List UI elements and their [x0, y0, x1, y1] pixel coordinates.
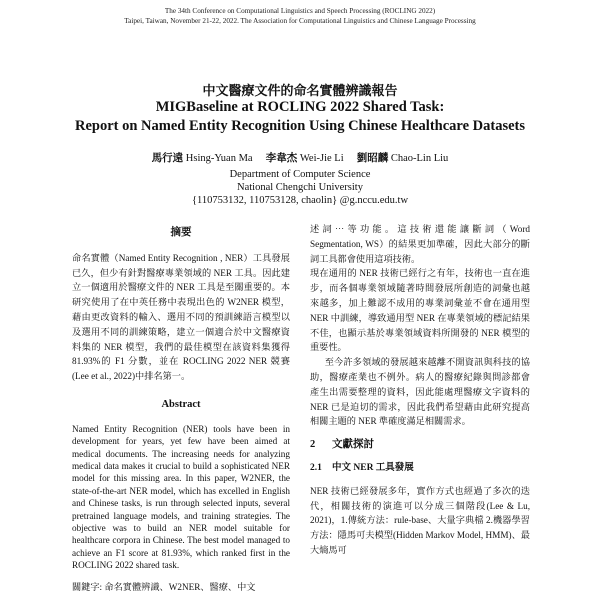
abstract-text: Named Entity Recognition (NER) tools have been in development for years, yet few have been aimed at medical documents. The increasing needs for analyzing medical data makes it crucial to build a sophisticated NER model for this missing area. In this paper, W2NER, the state-of-the-art NER model, which has excelled in English and Chinese tasks, is run through selected inputs, several pretrained language models, and training strategies. The objective was to build an NER model suitable for healthcare corpora in Chinese. The best model managed to achieve an F1 score at 81.93%, which ranked first in the ROCLING 2022 shared task. [72, 423, 290, 571]
abstract-heading: Abstract [161, 398, 201, 410]
zh-abstract-text: 命名實體（Named Entity Recognition , NER）工具發展已久，但少有針對醫療專業領域的 NER 工具。因此建立一個適用於醫療文件的 NER 工具是至關重要的。本研究使用了在中英任務中表現出色的 W2NER 模型，藉由更改資料的輸入、選用不同的預訓練語言模型以及選用不同的訓練策略，建立一個適合於中文醫療資料集的 NER 模型，我們的最佳模型在該資料集獲得 81.93%的 F1 分數，並在 ROCLING 2022 NER 競賽(Lee et al., 2022)中排名第一。 [72, 252, 290, 382]
author-3-en: Chao-Lin Liu [390, 153, 449, 164]
section-2-heading [310, 438, 530, 453]
intro-paragraph-3: 至今許多領域的發展越來越離不開資訊與科技的協助，醫療產業也不例外。病人的醫療紀錄與問診都會產生出需要整理的資料，因此能處理醫療文字資料的 NER 已是迫切的需求，因此我們希望藉由此研究提高相關主題的 NER 準確度滿足相關需求。 [310, 357, 530, 427]
title-english-line2: Report on Named Entity Recognition Using Chinese Healthcare Datasets [74, 118, 525, 134]
section-2-1-title: 中文 NER 工具發展 [332, 462, 414, 473]
author-2-zh: 李韋杰 [265, 153, 298, 164]
right-column [310, 222, 530, 558]
conference-header-line1: The 34th Conference on Computational Linguistics and Speech Processing (ROCLING 2022) [164, 7, 436, 15]
intro-paragraph-1: 述詞⋯等功能。這技術還能讓斷詞（Word Segmentation, WS）的結果更加準確，因此大部分的斷詞工具都會使用這項技術。 [310, 224, 530, 264]
author-list [0, 150, 600, 165]
affiliation-department: Department of Computer Science [229, 169, 371, 180]
section-2-number: 2 [310, 439, 316, 451]
author-1-zh: 馬行遠 [151, 153, 184, 164]
conference-header-line2: Taipei, Taiwan, November 21-22, 2022. The Association for Computational Linguistics and Chinese Language Processing [124, 17, 476, 25]
affiliation-email: {110753132, 110753128, chaolin} @g.nccu.edu.tw [191, 195, 409, 206]
author-2-en: Wei-Jie Li [299, 153, 344, 164]
intro-paragraph-2: 現在通用的 NER 技術已經行之有年，技術也一直在進步，而各個專業領域隨著時間發展所創造的詞彙也越來越多，加上難認不成用的專業詞彙並不會在通用型 NER 中訓練，導致通用型 NER 在專業領域的標記結果不佳，也顯示基於專業領域資料所開發的 NER 模型的重要性。 [310, 268, 530, 353]
author-1-en: Hsing-Yuan Ma [185, 153, 253, 164]
title-chinese: 中文醫療文件的命名實體辨識報告 [202, 83, 398, 98]
left-column [72, 220, 290, 594]
section-2-1-paragraph: NER 技術已經發展多年，實作方式也經過了多次的迭代，相關技術的演進可以分成三個階段(Lee & Lu, 2021)，1.傳統方法：rule-base、大量字典檔 2.機器學習方法：隱馬可夫模型(Hidden Markov Model, HMM)、最大熵馬可 [310, 485, 530, 555]
keywords: 關鍵字: 命名實體辨識、W2NER、醫療、中文 [72, 581, 256, 592]
zh-abstract-heading: 摘要 [170, 227, 192, 238]
title-english-line1: MIGBaseline at ROCLING 2022 Shared Task: [155, 99, 445, 115]
section-2-1-heading [310, 461, 530, 476]
affiliation-university: National Chengchi University [237, 182, 363, 193]
section-2-1-number: 2.1 [310, 462, 322, 473]
section-2-title: 文獻探討 [332, 439, 374, 451]
author-3-zh: 劉昭麟 [356, 153, 389, 164]
